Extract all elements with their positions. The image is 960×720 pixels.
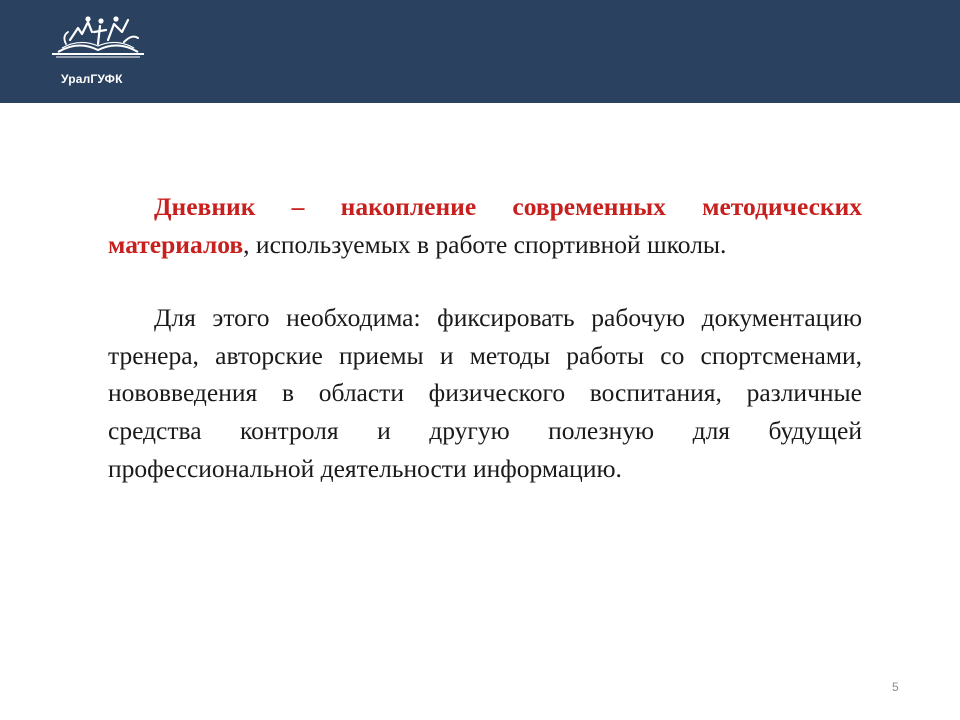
- definition-rest: , используемых в работе спортивной школы.: [243, 229, 727, 259]
- logo-text: УралГУФК: [61, 72, 123, 86]
- page-number: 5: [892, 680, 899, 694]
- slide-body: [108, 188, 862, 487]
- purpose-paragraph: Для этого необходима: фиксировать рабочую документацию тренера, авторские приемы и методы работы со спортсменами, нововведения в области физического воспитания, различные средства контроля и другую полезную для будущей профессиональной деятельности информацию.: [108, 303, 862, 483]
- header-bar: [0, 0, 960, 103]
- term-dash: –: [291, 192, 305, 221]
- university-logo-icon: [48, 10, 148, 60]
- definition-highlight: накопление современных методических материалов: [108, 192, 863, 259]
- definition-paragraph: [108, 188, 862, 263]
- term-diary: Дневник: [154, 192, 256, 221]
